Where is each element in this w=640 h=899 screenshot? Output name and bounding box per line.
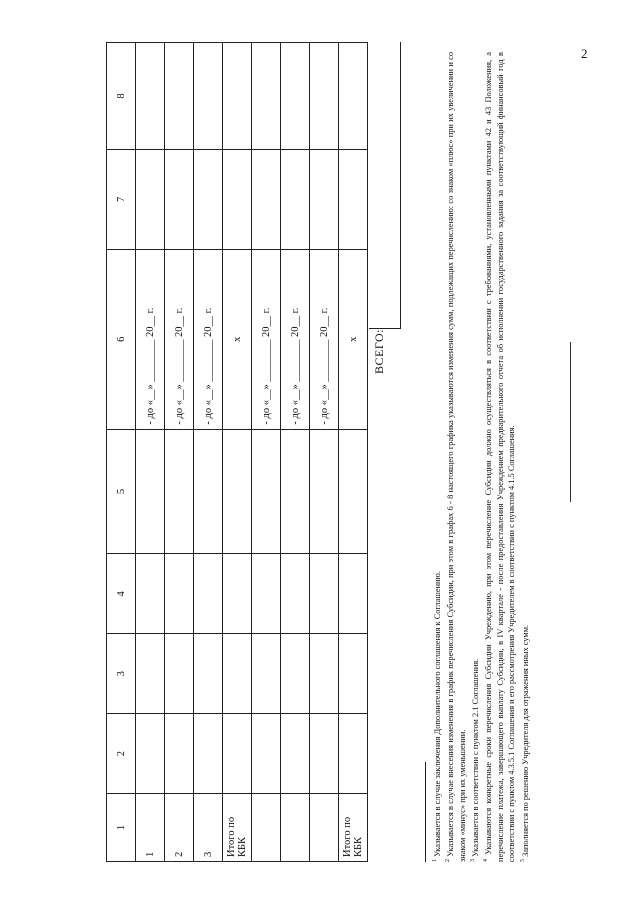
table-row: [165, 43, 194, 862]
column-number: 1: [107, 794, 136, 862]
row-label: 2: [165, 794, 194, 862]
footnotes: [425, 52, 531, 862]
row-label: 3: [194, 794, 223, 862]
footnote: $^5$ Заполняется по решению Учредителя для отражения иных сумм.: [519, 624, 530, 862]
subtotal-label: Итого по КБК: [339, 794, 368, 862]
table-row-subtotal: [339, 43, 368, 862]
not-applicable-mark: x: [223, 249, 252, 429]
table-row: [136, 43, 165, 862]
column-number: 6: [107, 249, 136, 429]
row-label: 1: [136, 794, 165, 862]
table-row: [281, 43, 310, 862]
payment-deadline: - до «__» ________ 20__ г.: [136, 249, 165, 429]
table-row-subtotal: [223, 43, 252, 862]
column-number: 3: [107, 634, 136, 714]
footnote: $^1$ Указывается в случае заключения Дополнительного соглашения к Соглашению.: [432, 571, 442, 862]
row-label: [252, 794, 281, 862]
column-number: 7: [107, 149, 136, 249]
payment-deadline: - до «__» ________ 20__ г.: [194, 249, 223, 429]
footnote-separator: [425, 762, 426, 862]
table-header-row: [107, 43, 136, 862]
footnote: $^4$ Указываются конкретные сроки перечисления Субсидии Учреждению, при этом перечисление Субсидии должно осуществляться в соответствии с требованиями, установленными пунктами 42 и 43 Положения, а перечисление платежа, завершающего выплату Субсидии, в IV квартале - после предоставления Учреждением предварительного отчета об исполнении государственного задания за соответствующий финансовый год в соответствии с пунктом 4.3.5.1 Соглашения и его рассмотрения Учредителем в соответствии с пунктом 4.1.5 Соглашения.: [483, 51, 517, 862]
payment-deadline: - до «__» ________ 20__ г.: [165, 249, 194, 429]
total-row-bottom-border: [400, 42, 401, 329]
payment-deadline: - до «__» ________ 20__ г.: [281, 249, 310, 429]
row-label: [281, 794, 310, 862]
grand-total-label: ВСЕГО:: [372, 329, 386, 374]
signature-line: [570, 342, 571, 502]
row-label: [310, 794, 339, 862]
footnote: $^3$ Указывается в соответствии с пунктом 2.1 Соглашения.: [470, 658, 480, 862]
column-number: 4: [107, 554, 136, 634]
column-number: 8: [107, 43, 136, 150]
rotated-page-content: [80, 42, 640, 862]
table-row: [310, 43, 339, 862]
page-number: 2: [581, 46, 588, 61]
payment-deadline: - до «__» ________ 20__ г.: [252, 249, 281, 429]
subsidy-schedule-table: [106, 42, 368, 862]
table-row: [252, 43, 281, 862]
total-cell-border: [369, 328, 400, 329]
subtotal-label: Итого по КБК: [223, 794, 252, 862]
payment-deadline: - до «__» ________ 20__ г.: [310, 249, 339, 429]
not-applicable-mark: x: [339, 249, 368, 429]
column-number: 5: [107, 429, 136, 554]
column-number: 2: [107, 714, 136, 794]
footnote: $^2$ Указывается в случае внесения изменения в график перечисления Субсидии, при этом в графах 6 - 8 настоящего графика указываются изменения сумм, подлежащих перечислению: со знаком «плюс» при их увеличении и со знаком «минус» при их уменьшении.: [445, 51, 467, 862]
table-row: [194, 43, 223, 862]
